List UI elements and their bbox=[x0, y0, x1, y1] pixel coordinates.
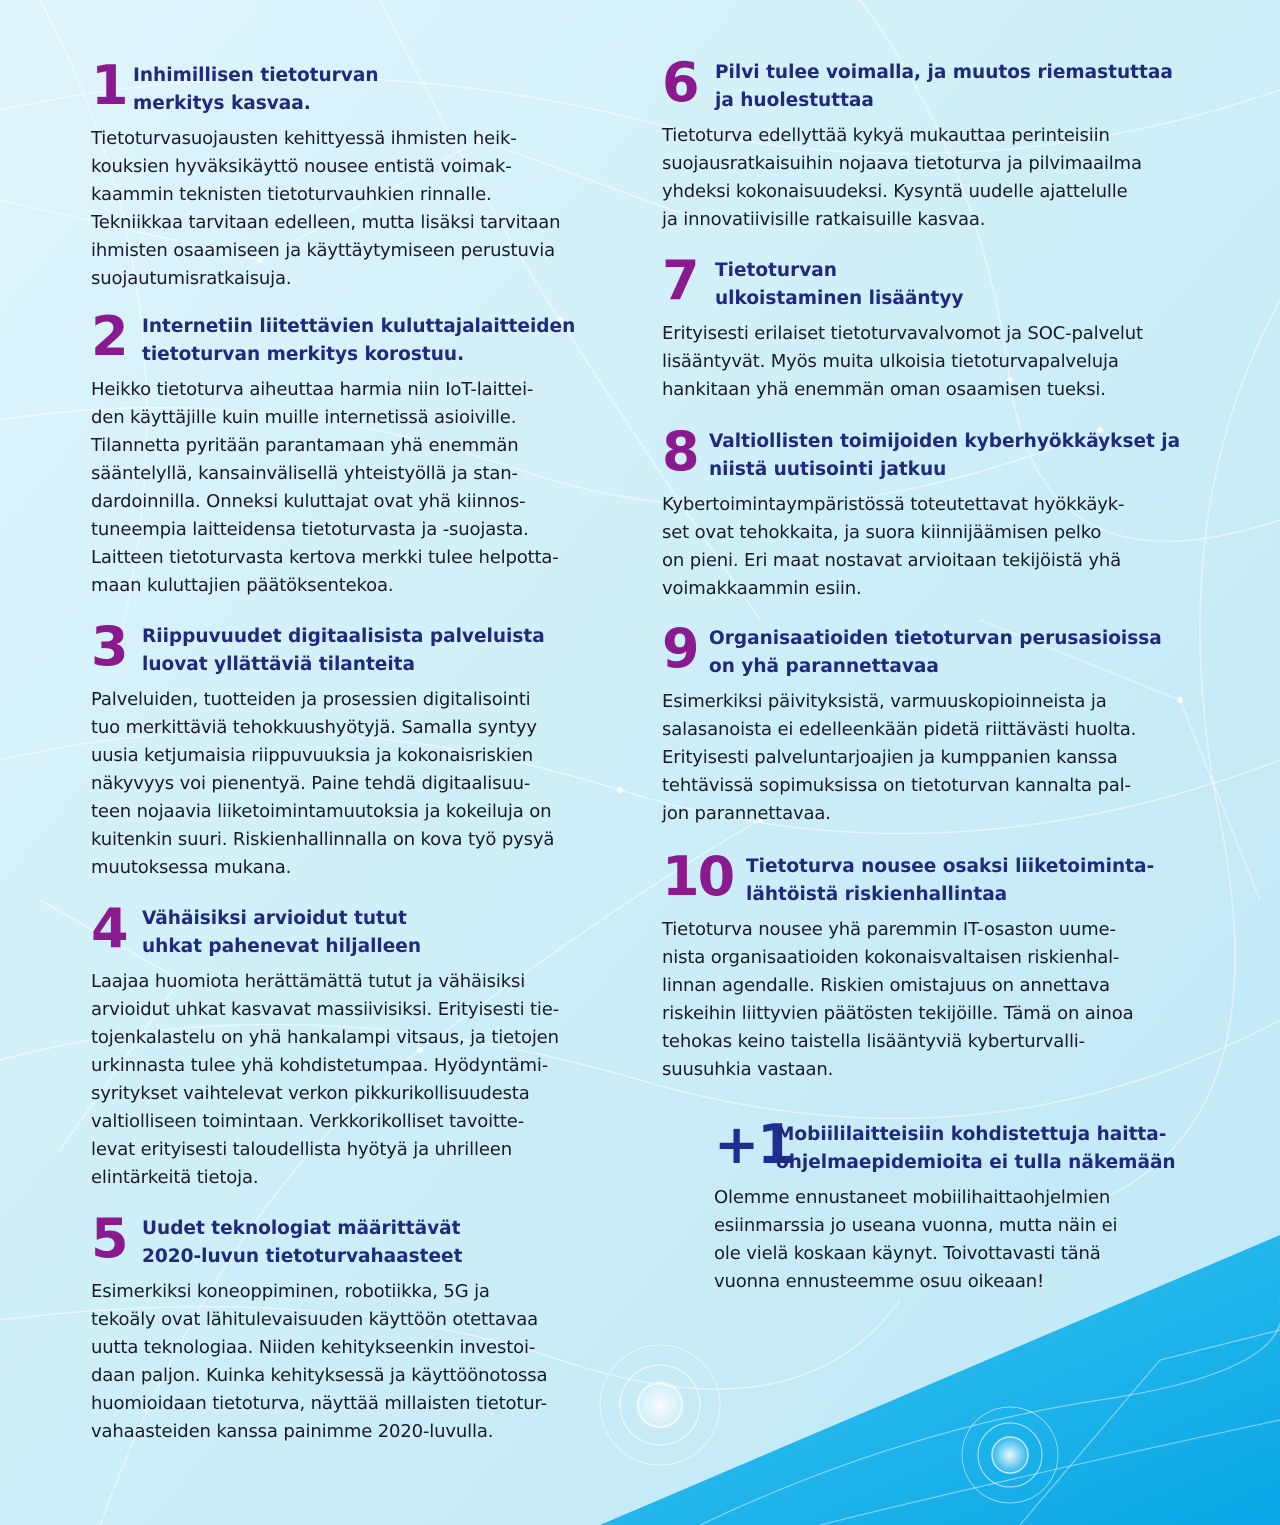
trend-body: Olemme ennustaneet mobiilihaittaohjelmien esiinmarssia jo useana vuonna, mutta näin ei ole vielä koskaan käynyt. Toivottavasti tänä vuonna ennusteemme osuu oikeaan! bbox=[714, 1187, 1118, 1292]
trend-body: Palveluiden, tuotteiden ja prosessien digitalisointi tuo merkittäviä tehokkuushyötyjä. Samalla syntyy uusia ketjumaisia riippuvuuksia ja kokonaisriskien näkyvyys voi pienentyä. Paine tehdä digitaalisuu- teen nojaavia liiketoimintamuutoksia ja kokeiluja on kuitenkin suuri. Riskienhallinnalla on kova työ pysyä muutoksessa mukana. bbox=[91, 689, 555, 878]
trend-title: Tietoturva nousee osaksi liiketoiminta- lähtöistä riskienhallintaa bbox=[746, 856, 1155, 905]
bonus-number: +1 bbox=[714, 1113, 793, 1176]
trend-item-3 bbox=[91, 615, 611, 882]
trend-body: Kybertoimintaympäristössä toteutettavat hyökkäyk- set ovat tehokkaita, ja suora kiinnijäämisen pelko on pieni. Eri maat nostavat arvioitaan tekijöistä yhä voimakkaammin esiin. bbox=[662, 494, 1125, 599]
trend-number: 6 bbox=[662, 51, 698, 114]
trend-item-5 bbox=[91, 1207, 611, 1446]
trend-item-7 bbox=[662, 249, 1202, 404]
trend-title: Valtiollisten toimijoiden kyberhyökkäykset ja niistä uutisointi jatkuu bbox=[709, 431, 1181, 480]
trend-body: Erityisesti erilaiset tietoturvavalvomot ja SOC-palvelut lisääntyvät. Myös muita ulkoisia tietoturvapalveluja hankitaan yhä enemmän oman osaamisen tueksi. bbox=[662, 323, 1143, 400]
trend-body: Laajaa huomiota herättämättä tutut ja vähäisiksi arvioidut uhkat kasvavat massiivisiksi. Erityisesti tie- tojenkalastelu on yhä hankalampi vitsaus, ja tietojen urkinnasta tulee yhä kohdistetumpaa. Hyödyntämi- syritykset vaihtelevat verkon pikkurikollisuudesta valtiolliseen toimintaan. Verkkorikolliset tavoitte- levat erityisesti taloudellista hyötyä ja uhrilleen elintärkeitä tietoja. bbox=[91, 971, 560, 1188]
trend-number: 5 bbox=[91, 1207, 127, 1270]
trend-number: 2 bbox=[91, 305, 127, 368]
trend-number: 8 bbox=[662, 420, 698, 483]
trend-item-9 bbox=[662, 617, 1202, 828]
trend-item-10 bbox=[662, 845, 1202, 1084]
trend-body: Heikko tietoturva aiheuttaa harmia niin IoT-laittei- den käyttäjille kuin muille internetissä asioiville. Tilannetta pyritään parantamaan yhä enemmän sääntelyllä, kansainvälisellä yhteistyöllä ja stan- dardoinnilla. Onneksi kuluttajat ovat yhä kiinnos- tuneempia laitteidensa tietoturvasta ja -suojasta. Laitteen tietoturvasta kertova merkki tulee helpotta- maan kuluttajien päätöksentekoa. bbox=[91, 379, 559, 596]
trend-item-8 bbox=[662, 420, 1202, 603]
trend-body: Tietoturvasuojausten kehittyessä ihmisten heik- kouksien hyväksikäyttö nousee entistä voimak- kaammin teknisten tietoturvauhkien rinnalle. Tekniikkaa tarvitaan edelleen, mutta lisäksi tarvitaan ihmisten osaamiseen ja käyttäytymiseen perustuvia suojautumisratkaisuja. bbox=[91, 128, 561, 289]
trend-number: 4 bbox=[91, 897, 127, 960]
trend-title: Mobiililaitteisiin kohdistettuja haitta- ohjelmaepidemioita ei tulla näkemään bbox=[776, 1124, 1176, 1173]
trend-body: Esimerkiksi koneoppiminen, robotiikka, 5G ja tekoäly ovat lähitulevaisuuden käyttöön otettavaa uutta teknologiaa. Niiden kehitykseenkin investoi- daan paljon. Kuinka kehityksessä ja käyttöönotossa huomioidaan tietoturva, näyttää millaisten tietotur- vahaasteiden kanssa painimme 2020-luvulla. bbox=[91, 1281, 548, 1442]
trend-number: 7 bbox=[662, 249, 698, 312]
trend-item-1 bbox=[91, 54, 611, 293]
trend-item-bonus bbox=[714, 1113, 1184, 1296]
trend-title: Vähäisiksi arvioidut tutut uhkat pahenevat hiljalleen bbox=[142, 908, 422, 957]
trend-title: Pilvi tulee voimalla, ja muutos riemastuttaa ja huolestuttaa bbox=[715, 62, 1173, 111]
trend-item-2 bbox=[91, 305, 611, 600]
trend-item-6 bbox=[662, 51, 1202, 234]
trend-number: 3 bbox=[91, 615, 127, 678]
trend-number: 9 bbox=[662, 617, 698, 680]
trend-title: Tietoturvan ulkoistaminen lisääntyy bbox=[715, 260, 964, 309]
trend-body: Esimerkiksi päivityksistä, varmuuskopioinneista ja salasanoista ei edelleenkään pidetä riittävästi huolta. Erityisesti palveluntarjoajien ja kumppanien kanssa tehtävissä sopimuksissa on tietoturvan kannalta pal- jon parannettavaa. bbox=[662, 691, 1137, 824]
trend-body: Tietoturva edellyttää kykyä mukauttaa perinteisiin suojausratkaisuihin nojaava tietoturva ja pilvimaailma yhdeksi kokonaisuudeksi. Kysyntä uudelle ajattelulle ja innovatiivisille ratkaisuille kasvaa. bbox=[662, 125, 1142, 230]
trend-item-4 bbox=[91, 897, 611, 1192]
trend-number: 1 bbox=[91, 54, 127, 117]
trend-title: Inhimillisen tietoturvan merkitys kasvaa. bbox=[133, 65, 379, 114]
trend-title: Internetiin liitettävien kuluttajalaitteiden tietoturvan merkitys korostuu. bbox=[142, 316, 576, 365]
trend-body: Tietoturva nousee yhä paremmin IT-osaston uume- nista organisaatioiden kokonaisvaltaisen riskienhal- linnan agendalle. Riskien omistajuus on annettava riskeihin liittyvien päätösten tekijöille. Tämä on ainoa tehokas keino taistella lisääntyviä kyberturvalli- suusuhkia vastaan. bbox=[662, 919, 1134, 1080]
trend-title: Uudet teknologiat määrittävät 2020-luvun tietoturvahaasteet bbox=[142, 1218, 463, 1267]
trend-title: Riippuvuudet digitaalisista palveluista luovat yllättäviä tilanteita bbox=[142, 626, 545, 675]
trend-title: Organisaatioiden tietoturvan perusasioissa on yhä parannettavaa bbox=[709, 628, 1162, 677]
trend-number: 10 bbox=[662, 845, 734, 908]
